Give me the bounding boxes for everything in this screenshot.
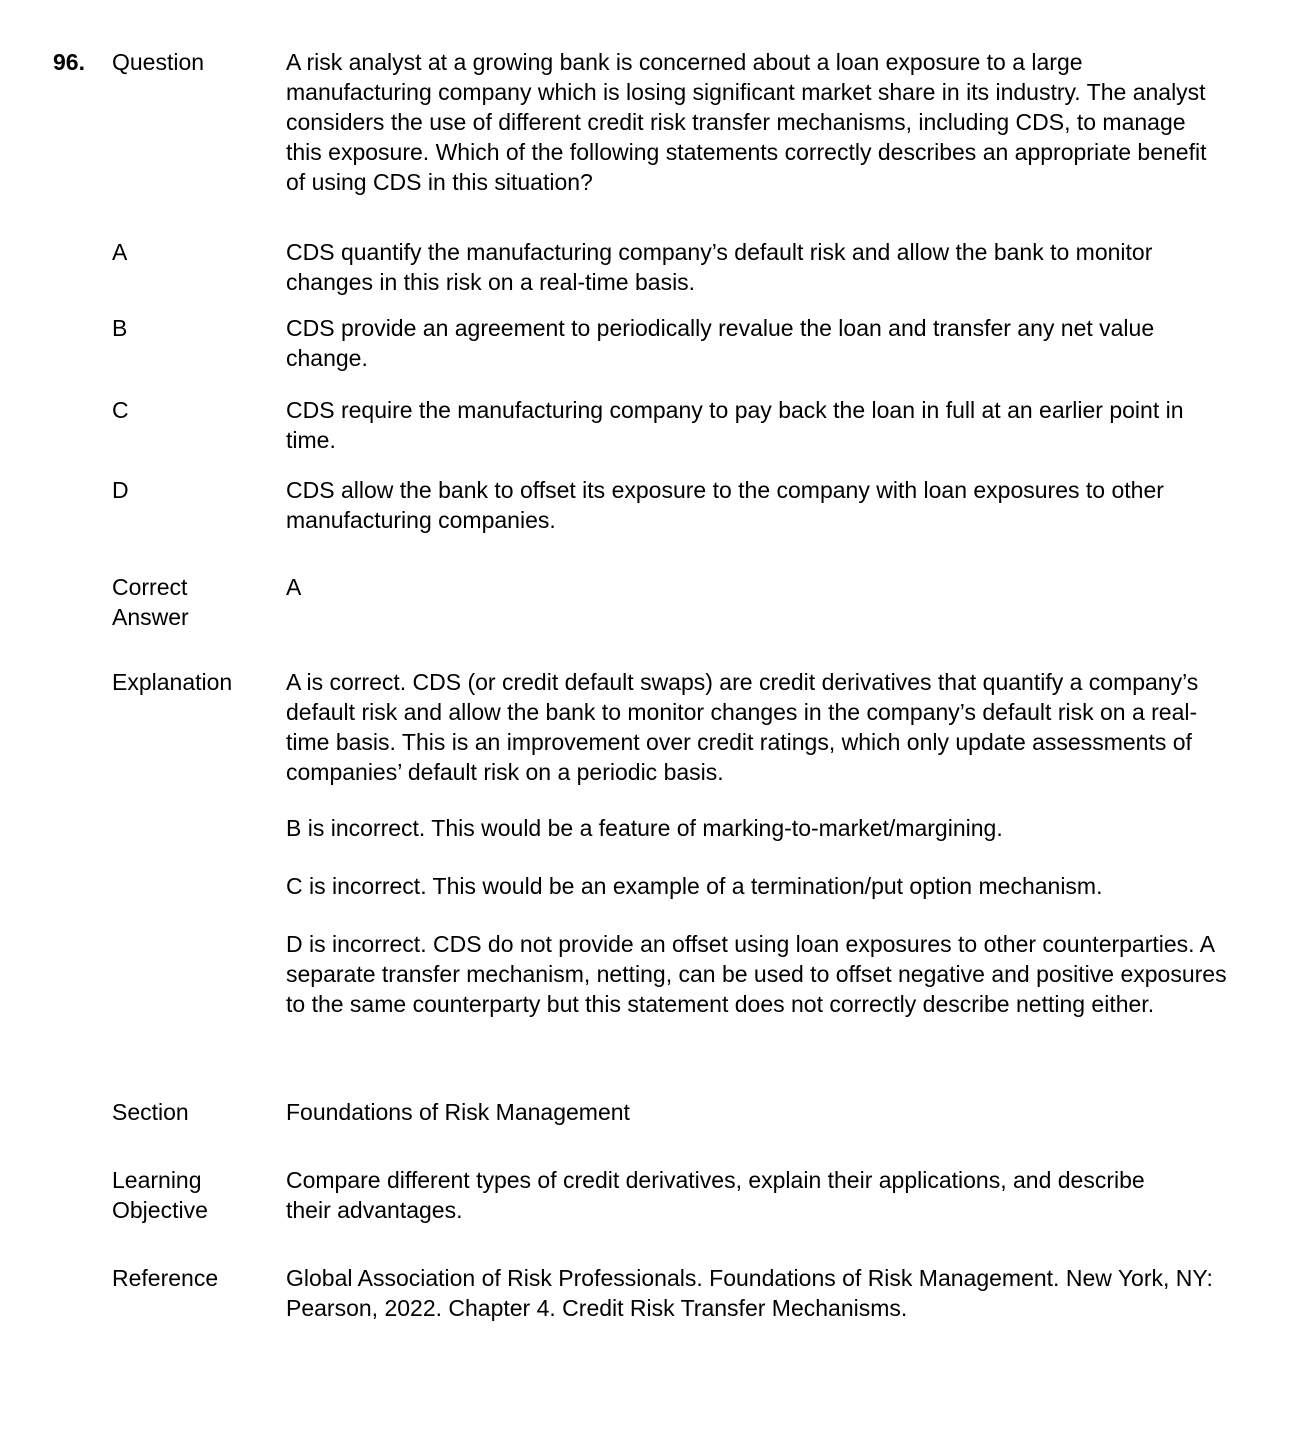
reference-label: Reference: [112, 1265, 219, 1291]
explanation-content: [286, 667, 1236, 1019]
correct-answer-value: A: [286, 574, 302, 600]
correct-answer-label-line1: Correct: [112, 574, 188, 600]
explanation-paragraph: B is incorrect. This would be a feature of marking-to-market/margining.: [286, 815, 1003, 841]
question-text: A risk analyst at a growing bank is concerned about a loan exposure to a large manufacturing company which is losing significant market share in its industry. The analyst considers the use of different credit risk transfer mechanisms, including CDS, to manage this exposure. Which of the following statements correctly describes an appropriate benefit of using CDS in this situation?: [286, 49, 1207, 195]
explanation-paragraph: A is correct. CDS (or credit default swaps) are credit derivatives that quantify a company’s default risk and allow the bank to monitor changes in the company’s default risk on a real-time basis. This is an improvement over credit ratings, which only update assessments of companies’ default risk on a periodic basis.: [286, 669, 1199, 785]
reference-value: Global Association of Risk Professionals. Foundations of Risk Management. New York, NY: Pearson, 2022. Chapter 4. Credit Risk Transfer Mechanisms.: [286, 1265, 1213, 1321]
correct-answer-label-line2: Answer: [112, 604, 189, 630]
section-label: Section: [112, 1099, 189, 1125]
question-number: 96.: [53, 49, 85, 75]
option-text: CDS require the manufacturing company to pay back the loan in full at an earlier point in time.: [286, 397, 1184, 453]
learning-objective-value: Compare different types of credit derivatives, explain their applications, and describe their advantages.: [286, 1167, 1145, 1223]
option-text: CDS quantify the manufacturing company’s default risk and allow the bank to monitor changes in this risk on a real-time basis.: [286, 239, 1153, 295]
explanation-label: Explanation: [112, 669, 233, 695]
learning-objective-label-line1: Learning: [112, 1167, 202, 1193]
explanation-paragraph: C is incorrect. This would be an example of a termination/put option mechanism.: [286, 873, 1103, 899]
option-text: CDS provide an agreement to periodically revalue the loan and transfer any net value change.: [286, 315, 1155, 371]
explanation-paragraph: D is incorrect. CDS do not provide an offset using loan exposures to other counterparties. A separate transfer mechanism, netting, can be used to offset negative and positive exposures to the same counterparty but this statement does not correctly describe netting either.: [286, 931, 1227, 1017]
option-letter: B: [112, 315, 128, 341]
correct-answer-label: [112, 572, 277, 632]
option-letter: A: [112, 239, 128, 265]
section-value: Foundations of Risk Management: [286, 1099, 630, 1125]
learning-objective-label: [112, 1165, 277, 1225]
option-text: CDS allow the bank to offset its exposure to the company with loan exposures to other manufacturing companies.: [286, 477, 1164, 533]
option-letter: D: [112, 477, 129, 503]
question-label: Question: [112, 49, 205, 75]
learning-objective-label-line2: Objective: [112, 1197, 208, 1223]
option-letter: C: [112, 397, 129, 423]
